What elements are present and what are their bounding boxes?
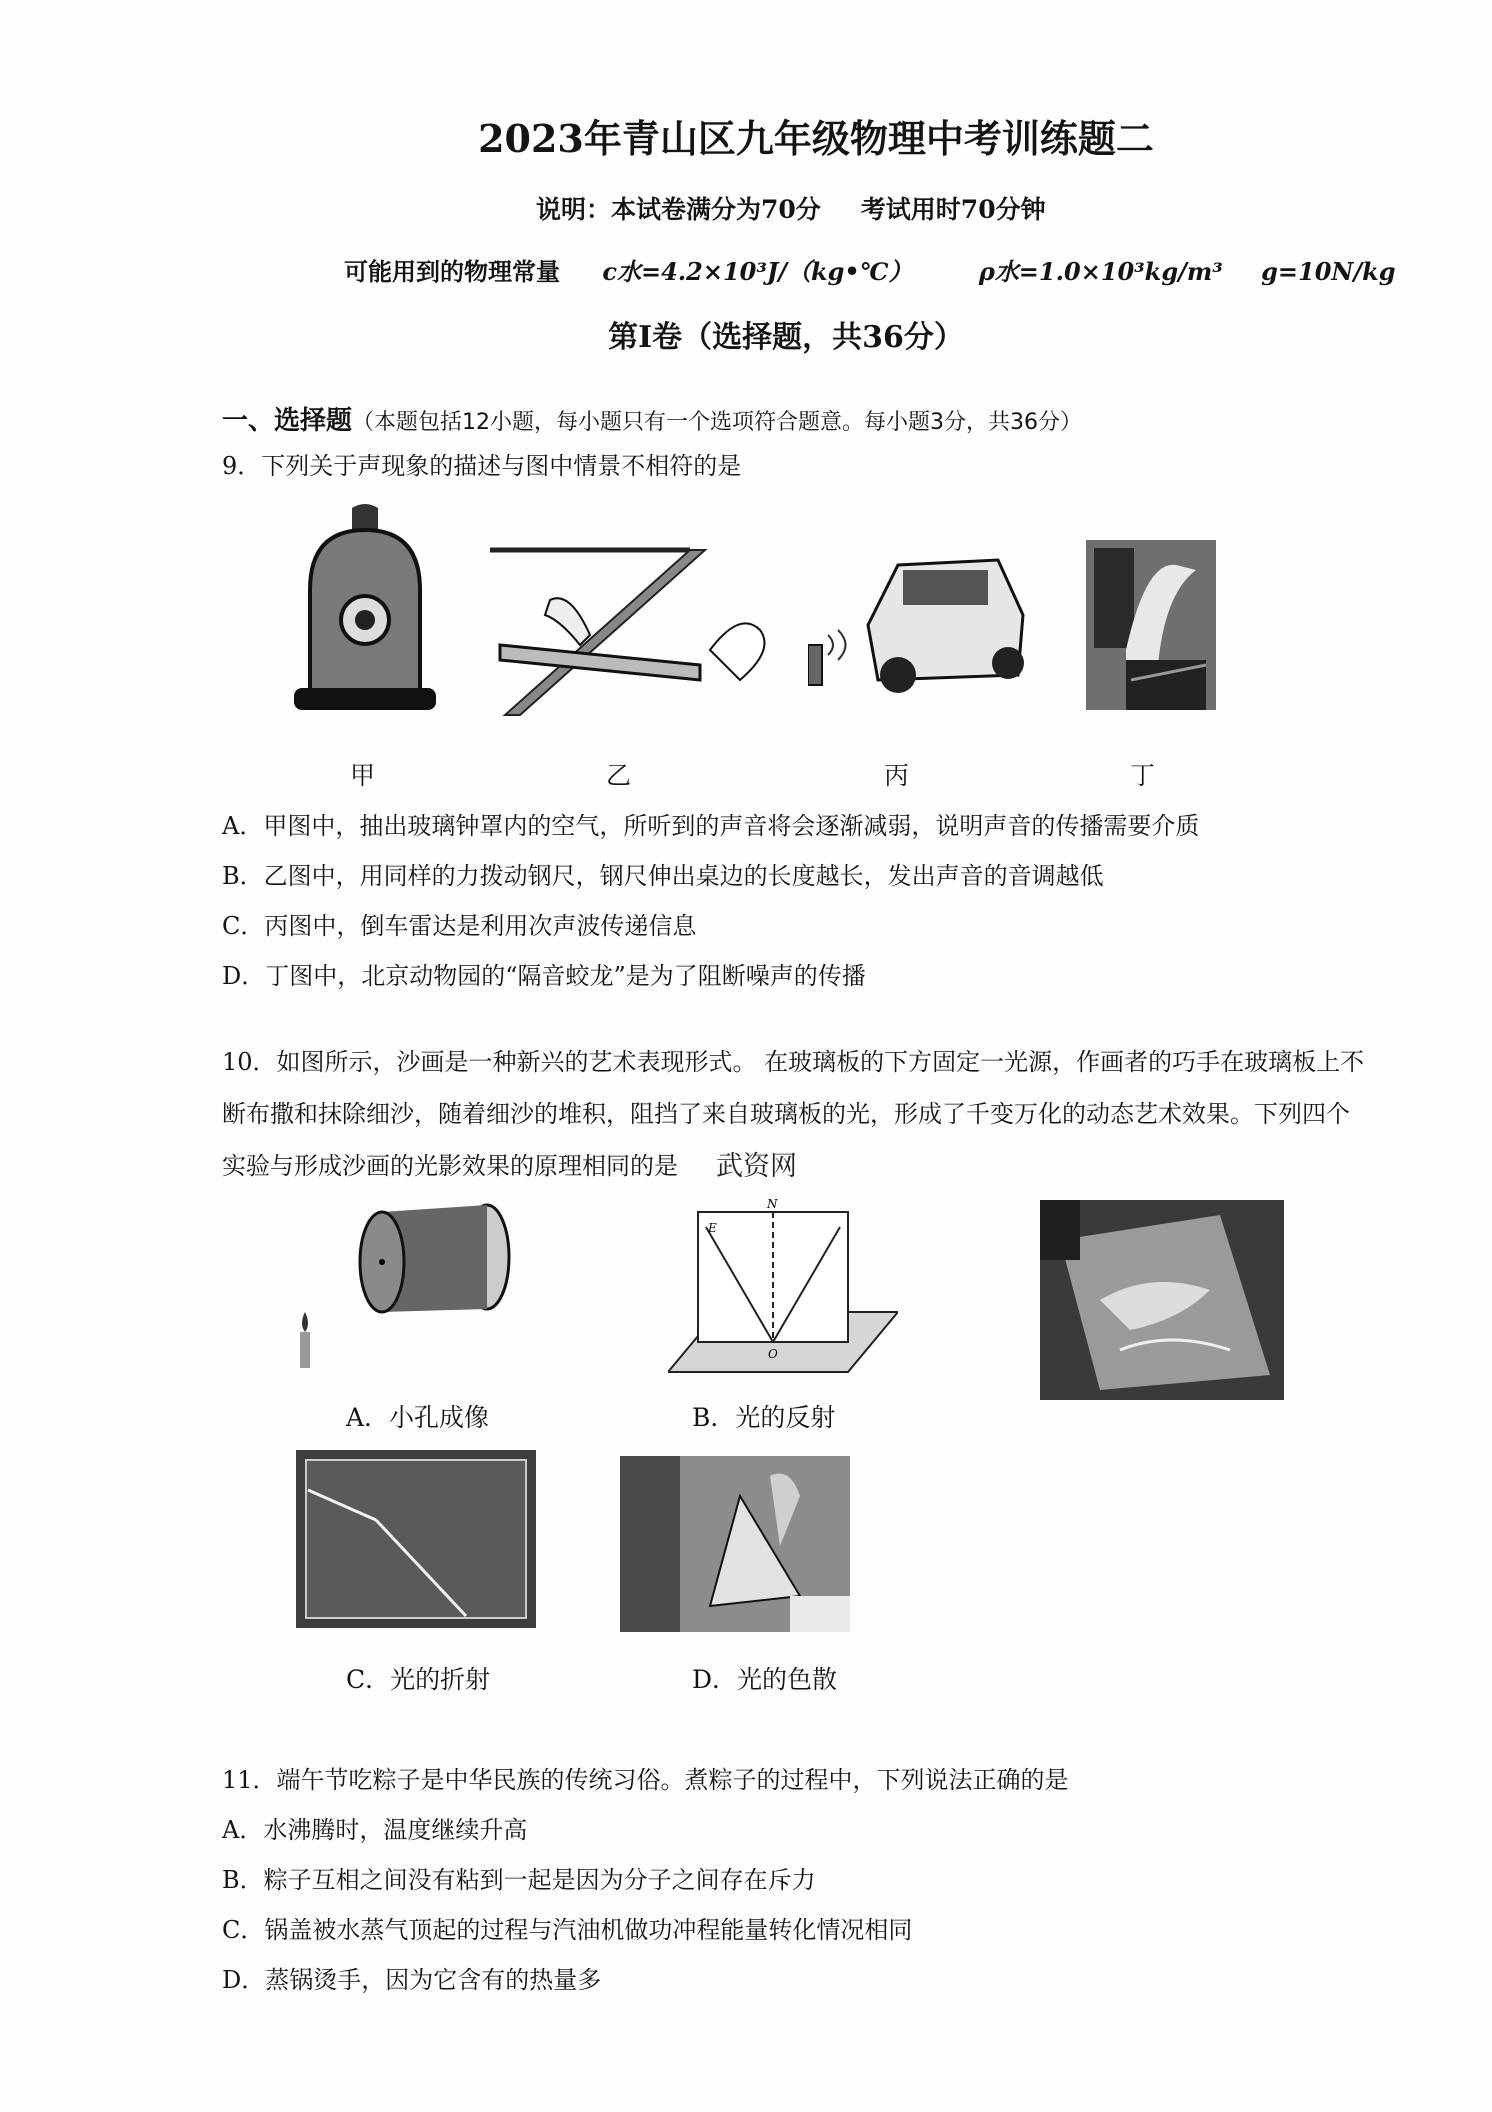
sand-painting-figure: [1040, 1200, 1284, 1400]
constant-specific-heat: c水=4.2×10³J/（kg•℃）: [602, 257, 913, 286]
car-radar-figure: [808, 545, 1028, 695]
ruler-figure: [490, 540, 780, 720]
q10-stem-line2: 断布撒和抹除细沙，随着细沙的堆积，阻挡了来自玻璃板的光，形成了千变万化的动态艺术效果。下列四个: [222, 1100, 1350, 1128]
bell-jar-figure: [290, 500, 440, 720]
constant-density: ρ水=1.0×10³kg/m³: [978, 257, 1223, 286]
exam-time-note: 考试用时70分钟: [860, 195, 1046, 224]
exam-score-note: 说明：本试卷满分为70分: [536, 195, 821, 224]
q11-option-c: C．锅盖被水蒸气顶起的过程与汽油机做功冲程能量转化情况相同: [222, 1916, 913, 1944]
section-desc: （本题包括12小题，每小题只有一个选项符合题意。每小题3分，共36分）: [352, 410, 1083, 435]
dispersion-figure: [620, 1456, 850, 1632]
fig-label-yi: 乙: [606, 761, 632, 790]
section-label: 一、选择题: [222, 406, 353, 436]
reflection-label-o: O: [768, 1347, 778, 1361]
fig-label-jia: 甲: [350, 761, 376, 790]
sound-barrier-figure: [1086, 540, 1216, 710]
q9-stem: 9．下列关于声现象的描述与图中情景不相符的是: [222, 452, 742, 480]
constants-label: 可能用到的物理常量: [344, 257, 560, 286]
fig-label-ding: 丁: [1130, 761, 1156, 790]
q10-stem-line3: 实验与形成沙画的光影效果的原理相同的是: [222, 1152, 678, 1180]
q10-stem-line1: 10．如图所示，沙画是一种新兴的艺术表现形式。 在玻璃板的下方固定一光源，作画者的巧手在玻璃板上不: [222, 1048, 1365, 1076]
q9-option-b: B．乙图中，用同样的力拨动钢尺，钢尺伸出桌边的长度越长，发出声音的音调越低: [222, 862, 1104, 890]
q10-caption-d: D．光的色散: [692, 1665, 838, 1694]
q10-caption-b: B．光的反射: [692, 1403, 836, 1432]
q11-option-d: D．蒸锅烫手，因为它含有的热量多: [222, 1966, 602, 1994]
part-title: 第Ⅰ卷（选择题，共36分）: [608, 320, 964, 355]
physics-constants: [344, 252, 1396, 287]
q11-stem: 11．端午节吃粽子是中华民族的传统习俗。煮粽子的过程中，下列说法正确的是: [222, 1766, 1069, 1794]
pinhole-figure: [292, 1192, 522, 1372]
watermark-text: 武资网: [716, 1151, 797, 1182]
q9-option-d: D．丁图中，北京动物园的“隔音蛟龙”是为了阻断噪声的传播: [222, 962, 866, 990]
reflection-figure: [668, 1192, 898, 1382]
exam-note: [536, 190, 1046, 226]
q9-option-a: A．甲图中，抽出玻璃钟罩内的空气，所听到的声音将会逐渐减弱，说明声音的传播需要介质: [222, 812, 1200, 840]
constant-gravity: g=10N/kg: [1261, 257, 1396, 286]
fig-label-bing: 丙: [884, 761, 910, 790]
reflection-label-n: N: [767, 1197, 778, 1211]
q10-caption-c: C．光的折射: [346, 1665, 491, 1694]
page-title: 2023年青山区九年级物理中考训练题二: [478, 116, 1154, 161]
q11-option-a: A．水沸腾时，温度继续升高: [222, 1816, 528, 1844]
q11-option-b: B．粽子互相之间没有粘到一起是因为分子之间存在斥力: [222, 1866, 816, 1894]
section-heading: [222, 400, 1082, 437]
q9-option-c: C．丙图中，倒车雷达是利用次声波传递信息: [222, 912, 697, 940]
reflection-label-e: E: [708, 1221, 717, 1235]
refraction-figure: [296, 1450, 536, 1628]
q10-caption-a: A．小孔成像: [346, 1403, 490, 1432]
